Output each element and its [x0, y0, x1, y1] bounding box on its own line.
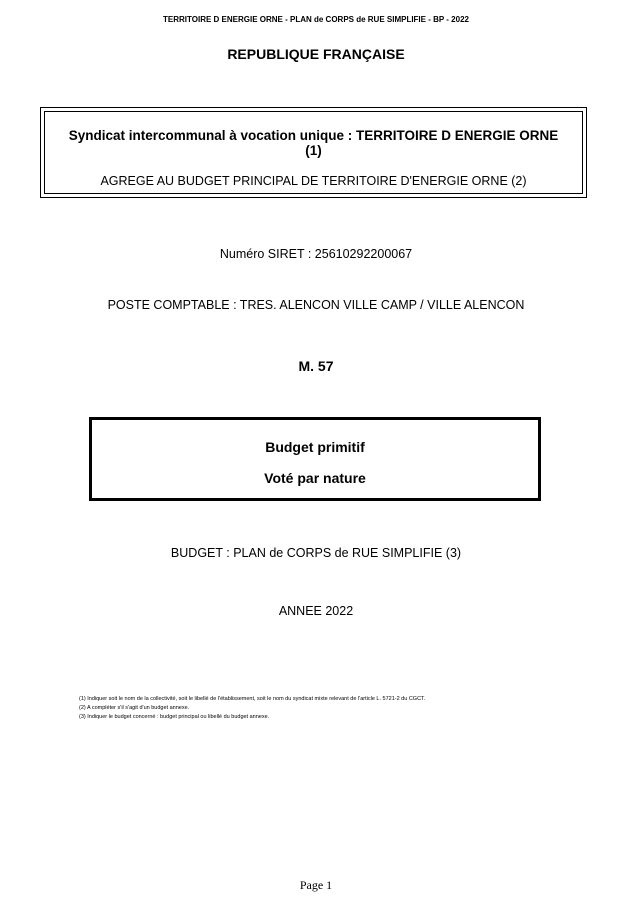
footnote-1: (1) Indiquer soit le nom de la collectivité, soit le libellé de l'établissement, soit le nom du syndicat mixte relevant de l'article L. 5721-2 du CGCT.: [79, 696, 426, 702]
footnote-3: (3) Indiquer le budget concerné : budget principal ou libellé du budget annexe.: [79, 714, 270, 720]
nomenclature-label: M. 57: [298, 358, 334, 374]
organization-box-inner: [44, 111, 583, 194]
budget-type-box: [89, 417, 541, 501]
republic-heading: REPUBLIQUE FRANÇAISE: [227, 46, 405, 62]
footnotes: [79, 695, 425, 722]
budget-name: BUDGET : PLAN de CORPS de RUE SIMPLIFIE (3): [170, 546, 462, 560]
organization-subtitle: AGREGE AU BUDGET PRINCIPAL DE TERRITOIRE D'ENERGIE ORNE (2): [100, 174, 527, 188]
budget-vote-mode: Voté par nature: [264, 470, 366, 486]
page-number: Page 1: [299, 878, 333, 892]
organization-box: [40, 107, 587, 198]
document-header-line: TERRITOIRE D ENERGIE ORNE - PLAN de CORPS de RUE SIMPLIFIE - BP - 2022: [163, 15, 469, 24]
organization-label: Syndicat intercommunal à vocation unique :: [68, 128, 356, 143]
organization-title: [45, 128, 582, 158]
poste-comptable: POSTE COMPTABLE : TRES. ALENCON VILLE CAMP / VILLE ALENCON: [107, 298, 525, 312]
siret-number: Numéro SIRET : 25610292200067: [219, 247, 413, 261]
footnote-2: (2) A compléter s'il s'agit d'un budget annexe.: [79, 705, 190, 711]
budget-year: ANNEE 2022: [278, 604, 354, 618]
organization-name: TERRITOIRE D ENERGIE ORNE (1): [305, 128, 559, 158]
budget-type: Budget primitif: [265, 439, 365, 455]
